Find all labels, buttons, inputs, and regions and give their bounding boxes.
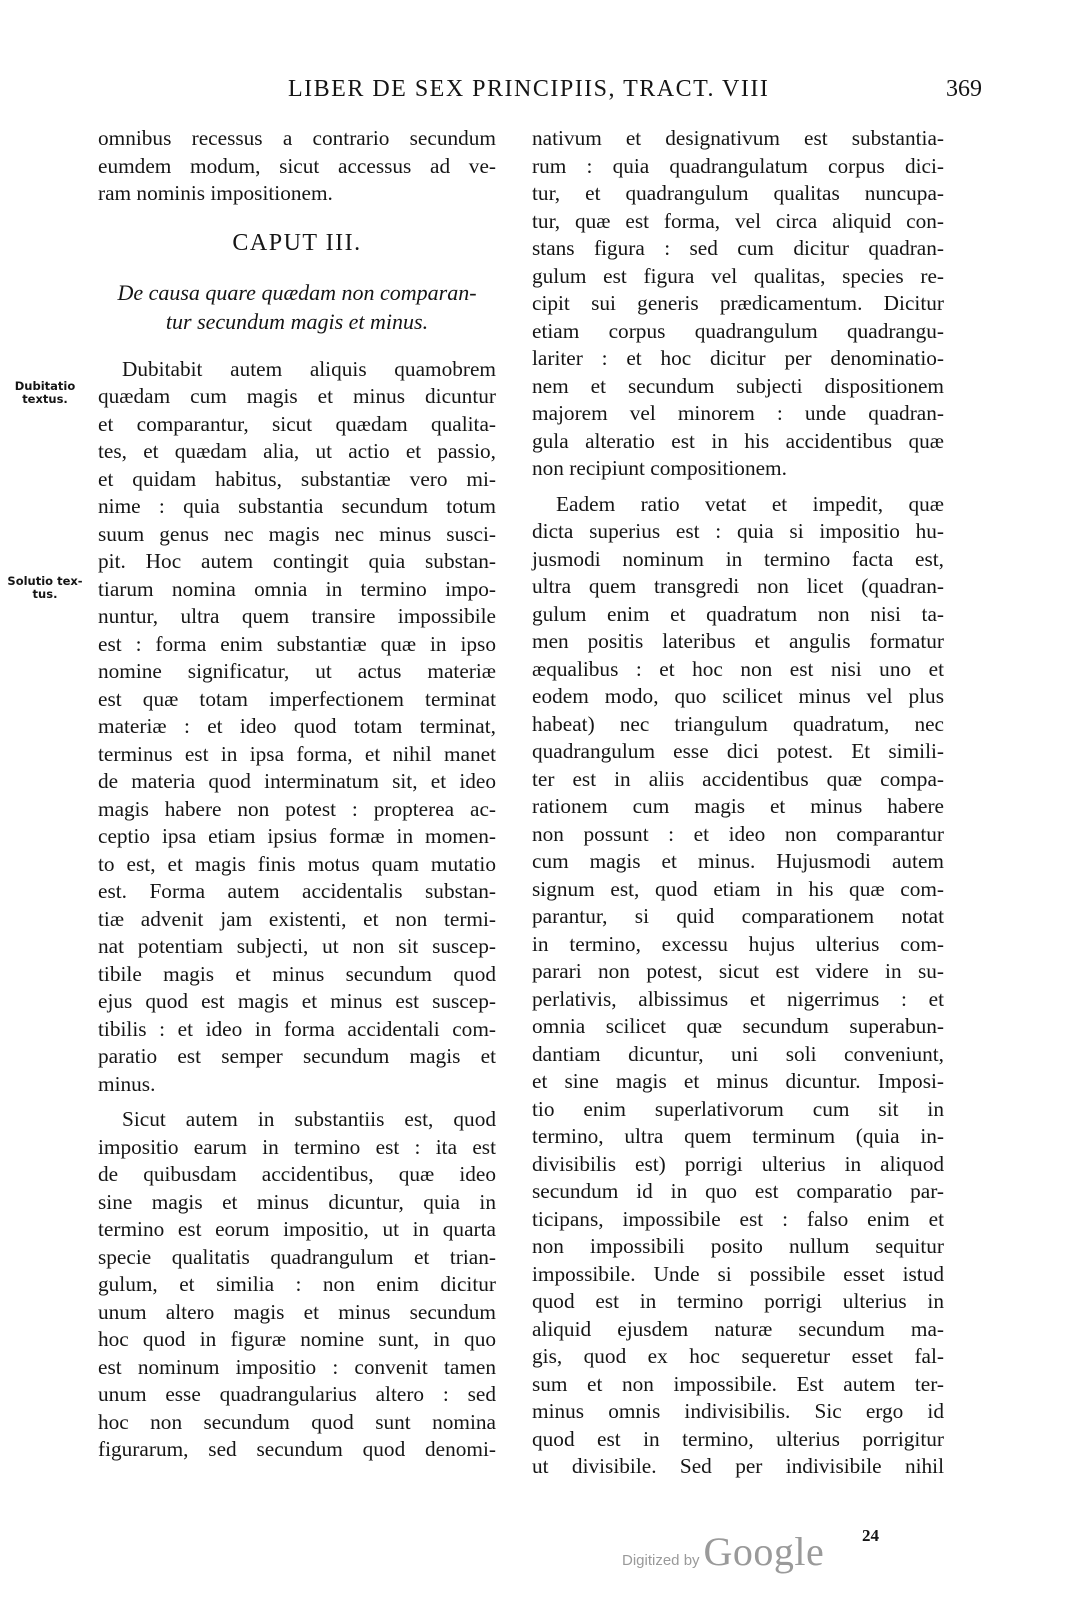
text-line: rum : quia quadrangulatum corpus dici- xyxy=(532,153,944,178)
text-line: specie qualitatis quadrangulum et trian- xyxy=(98,1244,496,1269)
text-line: gulum est figura vel qualitas, species re- xyxy=(532,263,944,288)
margin-note-dubitatio-line-2: textus. xyxy=(22,392,68,406)
text-line: ejus quod est magis et minus est suscep- xyxy=(98,989,496,1013)
text-line: pit. Hoc autem contingit quia substan- xyxy=(98,549,496,573)
text-line: terminus est in ipsa forma, et nihil manet xyxy=(98,741,496,766)
text-line: impositio earum in termino est : ita est xyxy=(98,1134,496,1159)
text-line: ticipans, impossibile est : falso enim et xyxy=(532,1206,944,1231)
text-line: etiam corpus quadrangulum quadrangu- xyxy=(532,318,944,343)
text-line: est nominum impositio : convenit tamen xyxy=(98,1354,496,1379)
text-line: impossibile. Unde si possibile esset istud xyxy=(532,1261,944,1286)
text-line: nime : quia substantia secundum totum xyxy=(98,494,496,518)
text-line: dicta superius est : quia si impositio hu- xyxy=(532,519,944,543)
text-line: quadrangulum esse dici potest. Et simili- xyxy=(532,739,944,763)
text-line: secundum id in quo est comparatio par- xyxy=(532,1179,944,1203)
text-line: Dubitabit autem aliquis quamobrem xyxy=(122,356,496,381)
text-line: stans figura : sed cum dicitur quadran- xyxy=(532,236,944,260)
text-line: et quidam habitus, substantiæ vero mi- xyxy=(98,466,496,491)
text-line: nem et secundum subjecti dispositionem xyxy=(532,373,944,398)
spacer xyxy=(532,483,944,491)
signature-mark: 24 xyxy=(862,1526,879,1545)
text-line: magis habere non potest : propterea ac- xyxy=(98,796,496,821)
google-watermark xyxy=(622,1528,824,1575)
text-line: non recipiunt compositionem. xyxy=(532,456,787,480)
text-line: ram nominis impositionem. xyxy=(98,181,333,205)
text-line: unum altero magis et minus secundum xyxy=(98,1299,496,1324)
text-line: ceptio ipsa etiam ipsius formæ in momen- xyxy=(98,824,496,848)
text-line: ultra quem transgredi non licet (quadran- xyxy=(532,574,944,598)
page-number: 369 xyxy=(946,76,982,102)
text-line: tibilis : et ideo in forma accidentali com- xyxy=(98,1016,496,1041)
text-line: nomine significatur, ut actus materiæ xyxy=(98,659,496,683)
text-line: est. Forma autem accidentalis substan- xyxy=(98,879,496,903)
margin-note-dubitatio-line-1: Dubitatio xyxy=(14,379,76,393)
text-line: non impossibili posito nullum sequitur xyxy=(532,1234,944,1258)
text-line: quod est in termino porrigi ulterius in xyxy=(532,1289,944,1313)
text-line: hoc non secundum quod sunt nomina xyxy=(98,1409,496,1434)
text-line: æqualibus : et hoc non est nisi uno et xyxy=(532,656,944,681)
margin-note-solutio-line-2: tus. xyxy=(32,587,58,601)
paragraph-nativum xyxy=(532,125,944,483)
text-line: majorem vel minorem : unde quadran- xyxy=(532,401,944,425)
margin-note-dubitatio xyxy=(4,380,86,406)
text-line: Sicut autem in substantiis est, quod xyxy=(122,1107,496,1131)
text-line: nat potentiam subjecti, ut non sit suscep- xyxy=(98,934,496,958)
paragraph-sicut xyxy=(98,1106,496,1464)
text-line: tio enim superlativorum cum sit in xyxy=(532,1096,944,1121)
text-line: figurarum, sed secundum quod denomi- xyxy=(98,1437,496,1461)
margin-note-solutio-line-1: Solutio tex- xyxy=(7,574,83,588)
running-title: LIBER DE SEX PRINCIPIIS, TRACT. VIII xyxy=(288,76,770,102)
text-line: perlativis, albissimus et nigerrimus : et xyxy=(532,986,944,1011)
spacer xyxy=(98,1098,496,1106)
text-line: Eadem ratio vetat et impedit, quæ xyxy=(556,491,944,516)
paragraph-dubitabit xyxy=(98,356,496,1099)
text-line: unum esse quadrangularius altero : sed xyxy=(98,1382,496,1406)
text-line: tur, quæ est forma, vel circa aliquid con- xyxy=(532,208,944,233)
text-line: tibile magis et minus secundum quod xyxy=(98,961,496,986)
text-line: suum genus nec magis nec minus susci- xyxy=(98,521,496,546)
text-line: nativum et designativum est substantia- xyxy=(532,126,944,150)
text-line: cipit sui generis prædicamentum. Dicitur xyxy=(532,291,944,315)
text-line: to est, et magis finis motus quam mutatio xyxy=(98,851,496,876)
text-line: sine magis et minus dicuntur, quia in xyxy=(98,1189,496,1214)
text-line: est quæ totam imperfectionem terminat xyxy=(98,686,496,711)
google-logo: Google xyxy=(703,1529,825,1574)
text-line: minus omnis indivisibilis. Sic ergo id xyxy=(532,1399,944,1423)
text-line: minus. xyxy=(98,1071,156,1096)
text-line: gis, quod ex hoc sequeretur esset fal- xyxy=(532,1344,944,1368)
text-line: eodem modo, quo scilicet minus vel plus xyxy=(532,684,944,708)
text-line: omnibus recessus a contrario secundum xyxy=(98,126,496,150)
text-line: rationem cum magis et minus habere xyxy=(532,794,944,818)
text-line: men positis lateribus et angulis formatur xyxy=(532,629,944,653)
text-line: gula alteratio est in his accidentibus quæ xyxy=(532,428,944,453)
text-line: cum magis et minus. Hujusmodi autem xyxy=(532,849,944,873)
text-line: aliquid ejusdem naturæ secundum ma- xyxy=(532,1316,944,1341)
right-column xyxy=(532,125,944,1481)
left-column xyxy=(98,125,496,1464)
text-line: dantiam dicuntur, uni soli conveniunt, xyxy=(532,1041,944,1066)
text-line: signum est, quod etiam in his quæ com- xyxy=(532,876,944,901)
text-line: ut divisibile. Sed per indivisibile nihil xyxy=(532,1454,944,1478)
text-line: termino, ultra quem terminum (quia in- xyxy=(532,1124,944,1148)
text-line: gulum enim et quadratum non nisi ta- xyxy=(532,601,944,626)
text-line: de quibusdam accidentibus, quæ ideo xyxy=(98,1162,496,1186)
text-line: non possunt : et ideo non comparantur xyxy=(532,821,944,846)
text-line: tur, et quadrangulum qualitas nuncupa- xyxy=(532,181,944,205)
text-line: jusmodi nominum in termino facta est, xyxy=(532,546,944,571)
chapter-subtitle-line-1: De causa quare quædam non comparan- xyxy=(117,279,477,305)
text-line: omnia scilicet quæ secundum superabun- xyxy=(532,1014,944,1038)
text-line: et comparantur, sicut quædam qualita- xyxy=(98,411,496,436)
text-line: hoc quod in figuræ nomine sunt, in quo xyxy=(98,1327,496,1351)
text-line: est : forma enim substantiæ quæ in ipso xyxy=(98,631,496,656)
text-line: quædam cum magis et minus dicuntur xyxy=(98,384,496,408)
text-line: termino est eorum impositio, ut in quarta xyxy=(98,1217,496,1241)
chapter-heading: CAPUT III. xyxy=(232,229,362,256)
text-line: gulum, et similia : non enim dicitur xyxy=(98,1272,496,1296)
spacer xyxy=(98,336,496,356)
text-line: parantur, si quid comparationem notat xyxy=(532,904,944,928)
text-line: divisibilis est) porrigi ulterius in aliquod xyxy=(532,1151,944,1176)
text-line: quod est in termino, ulterius porrigitur xyxy=(532,1426,944,1451)
watermark-prefix: Digitized by xyxy=(622,1552,700,1569)
text-line: paratio est semper secundum magis et xyxy=(98,1044,496,1068)
chapter-subtitle-line-2: tur secundum magis et minus. xyxy=(165,308,429,334)
text-line: sum et non impossibile. Est autem ter- xyxy=(532,1371,944,1396)
text-line: tes, et quædam alia, ut actio et passio, xyxy=(98,439,496,463)
running-header xyxy=(0,76,1082,106)
text-line: ter est in aliis accidentibus quæ compa- xyxy=(532,766,944,791)
text-line: et sine magis et minus dicuntur. Imposi- xyxy=(532,1069,944,1093)
text-line: materiæ : et ideo quod totam terminat, xyxy=(98,714,496,738)
text-line: tiæ advenit jam existenti, et non termi- xyxy=(98,906,496,931)
text-line: parari non potest, sicut est videre in su- xyxy=(532,959,944,983)
text-line: eumdem modum, sicut accessus ad ve- xyxy=(98,153,496,178)
text-line: tiarum nomina omnia in termino impo- xyxy=(98,576,496,601)
text-line: lariter : et hoc dicitur per denominatio- xyxy=(532,346,944,370)
paragraph-eadem xyxy=(532,491,944,1481)
text-line: in termino, excessu hujus ulterius com- xyxy=(532,931,944,956)
text-line: nuntur, ultra quem transire impossibile xyxy=(98,604,496,628)
margin-note-solutio xyxy=(4,575,86,601)
text-line: de materia quod interminatum sit, et ideo xyxy=(98,769,496,793)
text-line: habeat) nec triangulum quadratum, nec xyxy=(532,711,944,736)
